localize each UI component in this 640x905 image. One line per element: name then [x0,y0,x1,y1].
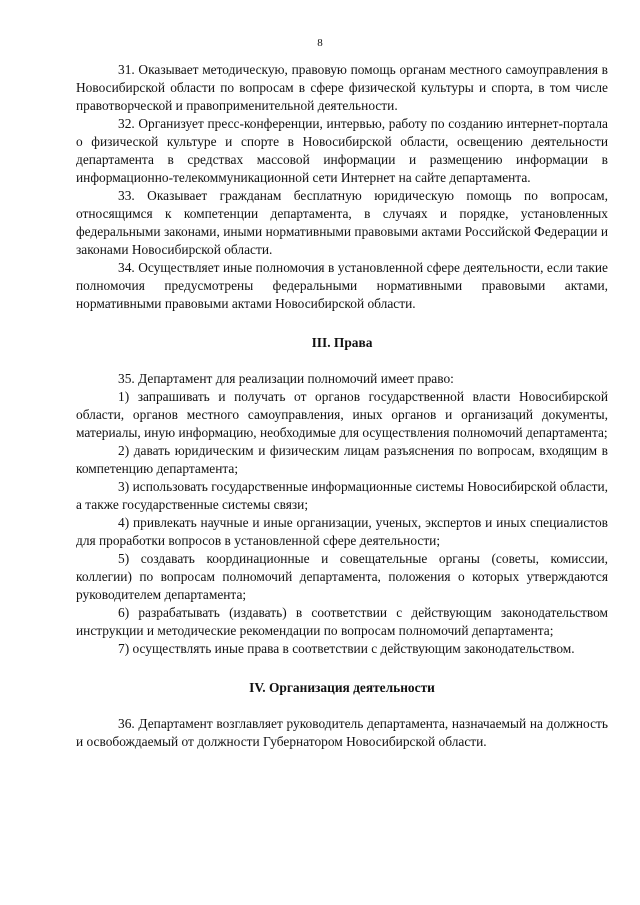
paragraph-36: 36. Департамент возглавляет руководитель департамента, назначаемый на должность и освобождаемый от должности Губернатором Новосибирской области. [76,716,608,749]
rights-item-1: 1) запрашивать и получать от органов государственной власти Новосибирской области, органов местного самоуправления, иных органов и организаций документы, материалы, иную информацию, необходимые для осуществления полномочий департамента; [76,389,608,440]
rights-item-4: 4) привлекать научные и иные организации, ученых, экспертов и иных специалистов для проработки вопросов в установленной сфере деятельности; [76,515,608,548]
paragraph-33: 33. Оказывает гражданам бесплатную юридическую помощь по вопросам, относящимся к компетенции департамента, в случаях и порядке, установленных федеральными законами, иными нормативными правовыми актами Российской Федерации и законами Новосибирской области. [76,188,608,257]
rights-item-7: 7) осуществлять иные права в соответствии с действующим законодательством. [118,641,575,656]
paragraph-31: 31. Оказывает методическую, правовую помощь органам местного самоуправления в Новосибирской области по вопросам в сфере физической культуры и спорта, в том числе правотворческой и правоприменительной деятельности. [76,62,608,113]
document-body [76,61,608,751]
page-number: 8 [317,37,323,49]
paragraph-35: 35. Департамент для реализации полномочий имеет право: [118,371,454,386]
section-heading-organization: IV. Организация деятельности [249,680,435,695]
rights-item-5: 5) создавать координационные и совещательные органы (советы, комиссии, коллегии) по вопросам полномочий департамента, положения о которых утверждаются руководителем департамента; [76,551,608,602]
paragraph-34: 34. Осуществляет иные полномочия в установленной сфере деятельности, если такие полномочия предусмотрены федеральными нормативными правовыми актами, нормативными правовыми актами Новосибирской области. [76,260,608,311]
rights-item-2: 2) давать юридическим и физическим лицам разъяснения по вопросам, входящим в компетенцию департамента; [76,443,608,476]
rights-item-3: 3) использовать государственные информационные системы Новосибирской области, а также государственные системы связи; [76,479,608,512]
paragraph-32: 32. Организует пресс-конференции, интервью, работу по созданию интернет-портала о физической культуре и спорте в Новосибирской области, освещению деятельности департамента в средствах массовой информации и размещению информации в информационно-телекоммуникационной сети Интернет на сайте департамента. [76,116,608,185]
rights-item-6: 6) разрабатывать (издавать) в соответствии с действующим законодательством инструкции и методические рекомендации по вопросам полномочий департамента; [76,605,608,638]
section-heading-rights: III. Права [311,335,373,350]
